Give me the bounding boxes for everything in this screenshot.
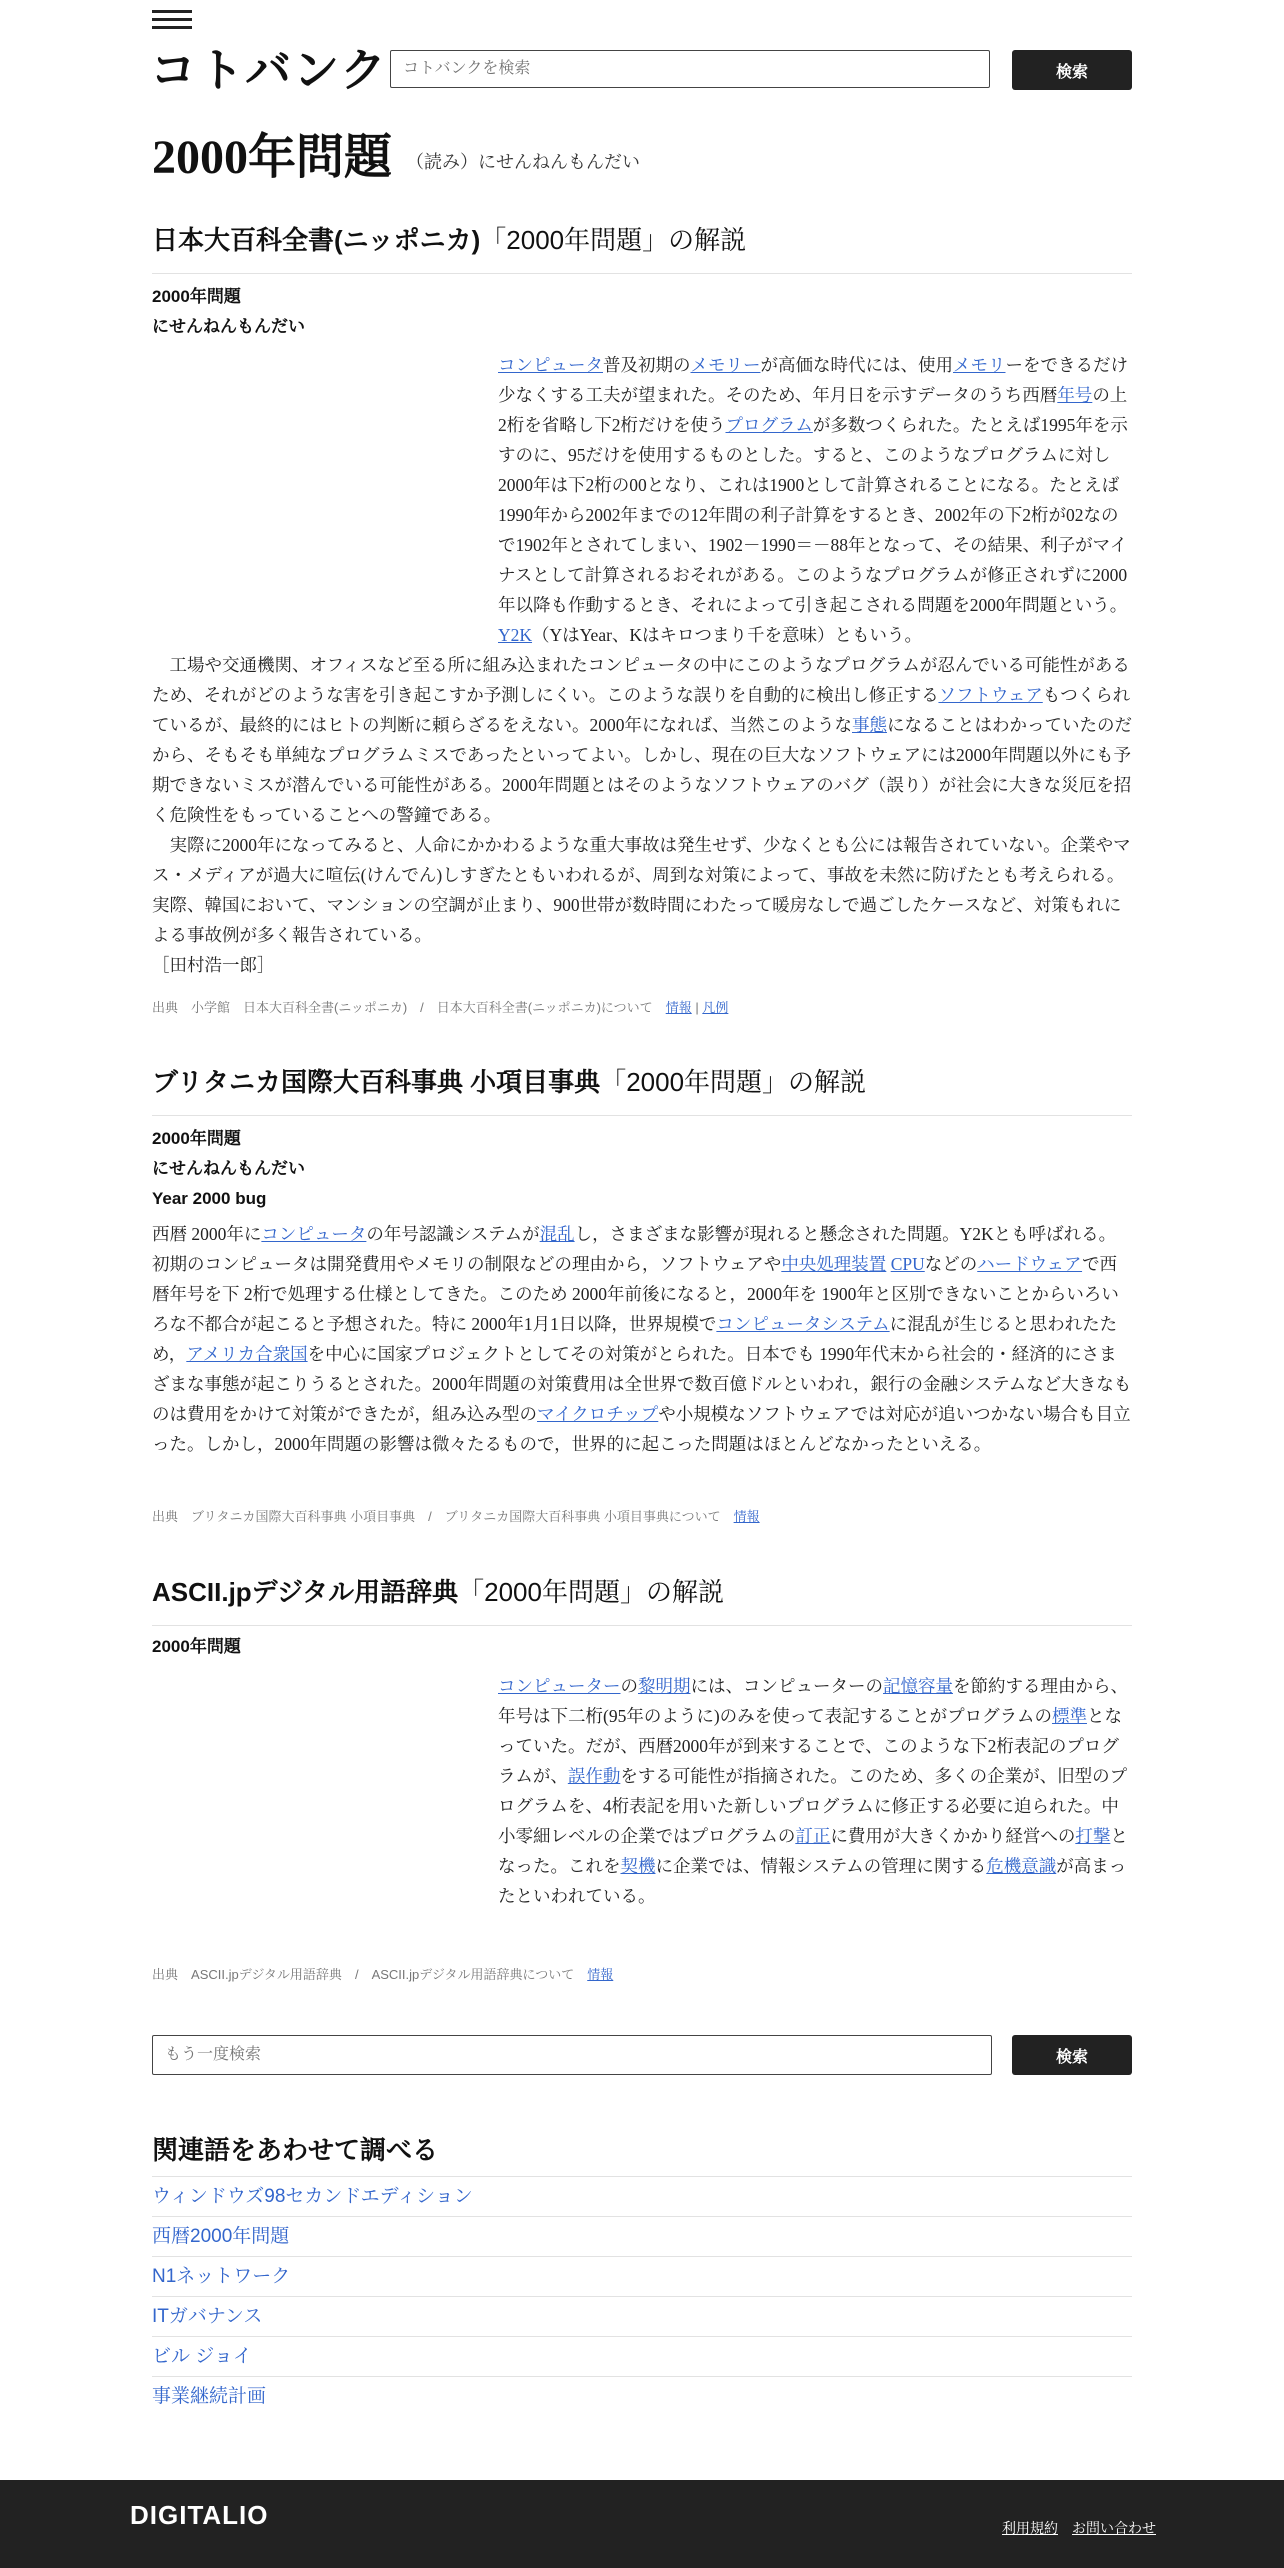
source-label: 出典 [152,1967,179,1982]
entry-heading [152,282,305,342]
text-run: で西暦年号を下 2桁で処理する仕様としてきた。このため 2000年前後になると，2000年を 1900年と区別できないことからいろいろな不都合が起こると予想された。特に 2000年1月1日以降，世界規模で [152,1254,1119,1334]
term-link[interactable]: 記憶容量 [883,1676,953,1696]
term-link[interactable]: 年号 [1057,385,1093,405]
source-about: ブリタニカ国際大百科事典 小項目事典について [444,1509,721,1524]
text-run: が高価な時代には、使用 [760,355,953,375]
term-link[interactable]: コンピュータシステム [716,1314,890,1334]
search-button[interactable]: 検索 [1012,50,1132,90]
term-link[interactable]: メモリ [953,355,1006,375]
page-title: 2000年問題 [152,131,393,184]
text-run: を節約する理由から、年号は下二桁(95年のように)のみを使って表記することがプログラムの [498,1676,1128,1726]
related-link[interactable]: 事業継続計画 [152,2386,267,2407]
section-heading-suffix: 「2000年問題」の解説 [480,225,747,255]
section-source-name: ASCII.jpデジタル用語辞典 [152,1577,459,1607]
source-about: ASCII.jpデジタル用語辞典について [371,1967,575,1982]
term-link[interactable]: 訂正 [795,1826,831,1846]
text-run: （YはYear、Kはキロつまり千を意味）ともいう。 [532,625,923,645]
entry-reading: にせんねんもんだい [152,1159,305,1178]
term-link[interactable]: 黎明期 [638,1676,691,1696]
entry-title: 2000年問題 [152,1129,241,1148]
text-run: を中心に国家プロジェクトとしてその対策がとられた。日本でも 1990年代末から社会的・経済的にさまざまな事態が起こりうるとされた。2000年問題の対策費用は全世界で数百億ドルといわれ，銀行の金融システムなど大きなものは費用をかけて対策ができたが，組み込み型の [152,1344,1132,1424]
footer-logo[interactable]: DIGITALIO [130,2500,269,2530]
related-item[interactable] [152,2216,1132,2256]
related-link[interactable]: N1ネットワーク [152,2266,291,2287]
nipponica-paragraph-3 [152,830,1132,950]
source-info-link[interactable]: 情報 [733,1509,760,1524]
entry-title: 2000年問題 [152,1637,241,1656]
text-run: が高まったといわれている。 [498,1856,1127,1906]
source-line: 出典 ブリタニカ国際大百科事典 小項目事典 / ブリタニカ国際大百科事典 小項目事典について 情報 [152,1509,760,1524]
britannica-paragraph [152,1219,1132,1459]
related-list [152,2176,1132,2416]
nipponica-paragraph-2 [152,650,1132,830]
source-name: ASCII.jpデジタル用語辞典 [191,1967,342,1982]
related-link[interactable]: ビル ジョイ [152,2346,252,2367]
section-source-name: 日本大百科全書(ニッポニカ) [152,225,481,255]
section-heading-suffix: 「2000年問題」の解説 [600,1067,867,1097]
source-legend-link[interactable]: 凡例 [702,1000,729,1015]
text-run: 普及初期の [603,355,691,375]
source-label: 出典 [152,1000,179,1015]
text-run: となっていた。だが、西暦2000年が到来することで、このような下2桁表記のプログラムが、 [498,1706,1122,1786]
entry-heading [152,1124,305,1214]
term-link[interactable]: メモリー [690,355,761,375]
related-title: 関連語をあわせて調べる [152,2135,439,2165]
term-link[interactable]: コンピュータ [261,1224,367,1244]
source-line: 出典 小学館 日本大百科全書(ニッポニカ) / 日本大百科全書(ニッポニカ)について 情報 | 凡例 [152,1000,729,1015]
related-item[interactable] [152,2376,1132,2416]
source-info-link[interactable]: 情報 [665,1000,692,1015]
text-run: ーをできるだけ少なくする工夫が望まれた。そのため、年月日を示すデータのうち西暦 [498,355,1128,405]
text-run: 西暦 2000年に [152,1224,262,1244]
term-link[interactable]: ソフトウェア [938,685,1043,705]
source-name: ブリタニカ国際大百科事典 小項目事典 [191,1509,416,1524]
term-link[interactable]: マイクロチップ [537,1404,659,1424]
text-run: に混乱が生じると思われたため， [152,1314,1118,1364]
search-again-button[interactable]: 検索 [1012,2035,1132,2075]
source-line: 出典 ASCII.jpデジタル用語辞典 / ASCII.jpデジタル用語辞典について 情報 [152,1967,614,1982]
term-link[interactable]: プログラム [725,415,813,435]
search-input[interactable] [390,50,990,88]
text-run: となった。これを [498,1826,1128,1876]
text-run: には、コンピューターの [690,1676,883,1696]
nipponica-paragraph-1 [498,350,1130,650]
terms-link[interactable]: 利用規約 [1002,2520,1058,2536]
related-link[interactable]: ITガバナンス [152,2306,263,2327]
section-source-name: ブリタニカ国際大百科事典 小項目事典 [152,1067,601,1097]
term-link[interactable]: Y2K [498,625,533,645]
author-credit: ［田村浩一郎］ [152,955,275,975]
entry-title: 2000年問題 [152,287,241,306]
text-run: もつくられているが、最終的にはヒトの判断に頼らざるをえない。2000年になれば、当然このような [152,685,1131,735]
related-link[interactable]: ウィンドウズ98セカンドエディション [152,2186,473,2207]
text-run: に費用が大きくかかり経営への [830,1826,1076,1846]
text-run: の上2桁を省略し下2桁だけを使う [498,385,1128,435]
term-link[interactable]: 中央処理装置 [781,1254,887,1274]
source-info-link[interactable]: 情報 [587,1967,614,1982]
term-link[interactable]: 混乱 [539,1224,575,1244]
entry-heading [152,1632,241,1662]
text-run: の [620,1676,638,1696]
term-link[interactable]: 打撃 [1075,1826,1111,1846]
term-link[interactable]: ハードウェア [977,1254,1083,1274]
term-link[interactable]: CPU [890,1254,925,1274]
text-run: し，さまざまな影響が現れると懸念された問題。Y2Kとも呼ばれる。初期のコンピュータは開発費用やメモリの制限などの理由から，ソフトウェアや [152,1224,1117,1274]
term-link[interactable]: コンピューター [498,1676,621,1696]
related-item[interactable] [152,2296,1132,2336]
source-name: 小学館 日本大百科全書(ニッポニカ) [191,1000,408,1015]
source-label: 出典 [152,1509,179,1524]
text-run: が多数つくられた。たとえば1995年を示すのに、95だけを使用するものとした。すると、このようなプログラムに対し2000年は下2桁の00となり、これは1900として計算されることになる。たとえば1990年から2002年までの12年間の利子計算をするとき、2002年の下2桁が02なので1902年とされてしまい、1902－1990＝－88年となって、その結果、利子がマイナスとして計算されるおそれがある。このようなプログラムが修正されずに2000年以降も作動するとき、それによって引き起こされる問題を2000年問題という。 [498,415,1128,615]
term-link[interactable]: 誤作動 [567,1766,621,1786]
site-logo[interactable]: コトバンク [150,44,389,96]
section-heading-suffix: 「2000年問題」の解説 [458,1577,724,1607]
text-run: になることはわかっていたのだから、そもそも単純なプログラムミスであったといってよい。しかし、現在の巨大なソフトウェアには2000年問題以外にも予期できないミスが潜んでいる可能性がある。2000年問題とはそのようなソフトウェアのバグ（誤り）が社会に大きな災厄を招く危険性をもっていることへの警鐘である。 [152,715,1132,825]
text-run: に企業では、情報システムの管理に関する [655,1856,987,1876]
section-heading-nipponica [152,220,1132,274]
search-again-input[interactable] [152,2035,992,2075]
text-run: や小規模なソフトウェアでは対応が追いつかない場合も目立った。しかし，2000年問題の影響は微々たるもので，世界的に起こった問題はほとんどなかったといえる。 [152,1404,1131,1454]
entry-reading: にせんねんもんだい [152,317,305,336]
page-reading: （読み）にせんねんもんだい [406,152,640,172]
menu-icon[interactable] [152,10,192,32]
ascii-paragraph [498,1671,1130,1911]
text-run: などの [924,1254,978,1274]
term-link[interactable]: コンピュータ [498,355,603,375]
text-run: をする可能性が指摘された。このため、多くの企業が、旧型のプログラムを、4桁表記を用いた新しいプログラムに修正する必要に迫られた。中小零細レベルの企業ではプログラムの [498,1766,1128,1846]
section-heading-britannica [152,1062,1132,1116]
text-run: 実際に2000年になってみると、人命にかかわるような重大事故は発生せず、少なくとも公には報告されていない。企業やマス・メディアが過大に喧伝(けんでん)しすぎたともいわれるが、周到な対策によって、事故を未然に防げたとも考えられる。実際、韓国において、マンションの空調が止まり、900世帯が数時間にわたって暖房なしで過ごしたケースなど、対策もれによる事故例が多く報告されている。 [152,835,1131,945]
term-link[interactable]: 標準 [1051,1706,1087,1726]
contact-link[interactable]: お問い合わせ [1072,2520,1156,2536]
term-link[interactable]: 契機 [620,1856,656,1876]
term-link[interactable]: 事態 [852,715,887,735]
source-about: 日本大百科全書(ニッポニカ)について [436,1000,653,1015]
term-link[interactable]: アメリカ合衆国 [186,1344,308,1364]
related-item[interactable] [152,2176,1132,2216]
text-run: の年号認識システムが [366,1224,540,1244]
related-item[interactable] [152,2256,1132,2296]
entry-english: Year 2000 bug [152,1189,267,1208]
footer [0,2480,1284,2568]
section-heading-ascii [152,1572,1132,1626]
related-link[interactable]: 西暦2000年問題 [152,2226,290,2247]
term-link[interactable]: 危機意識 [986,1856,1057,1876]
text-run: 工場や交通機関、オフィスなど至る所に組み込まれたコンピュータの中にこのようなプログラムが忍んでいる可能性があるため、それがどのような害を引き起こすか予測しにくい。このような誤りを自動的に検出し修正する [152,655,1130,705]
related-item[interactable] [152,2336,1132,2376]
